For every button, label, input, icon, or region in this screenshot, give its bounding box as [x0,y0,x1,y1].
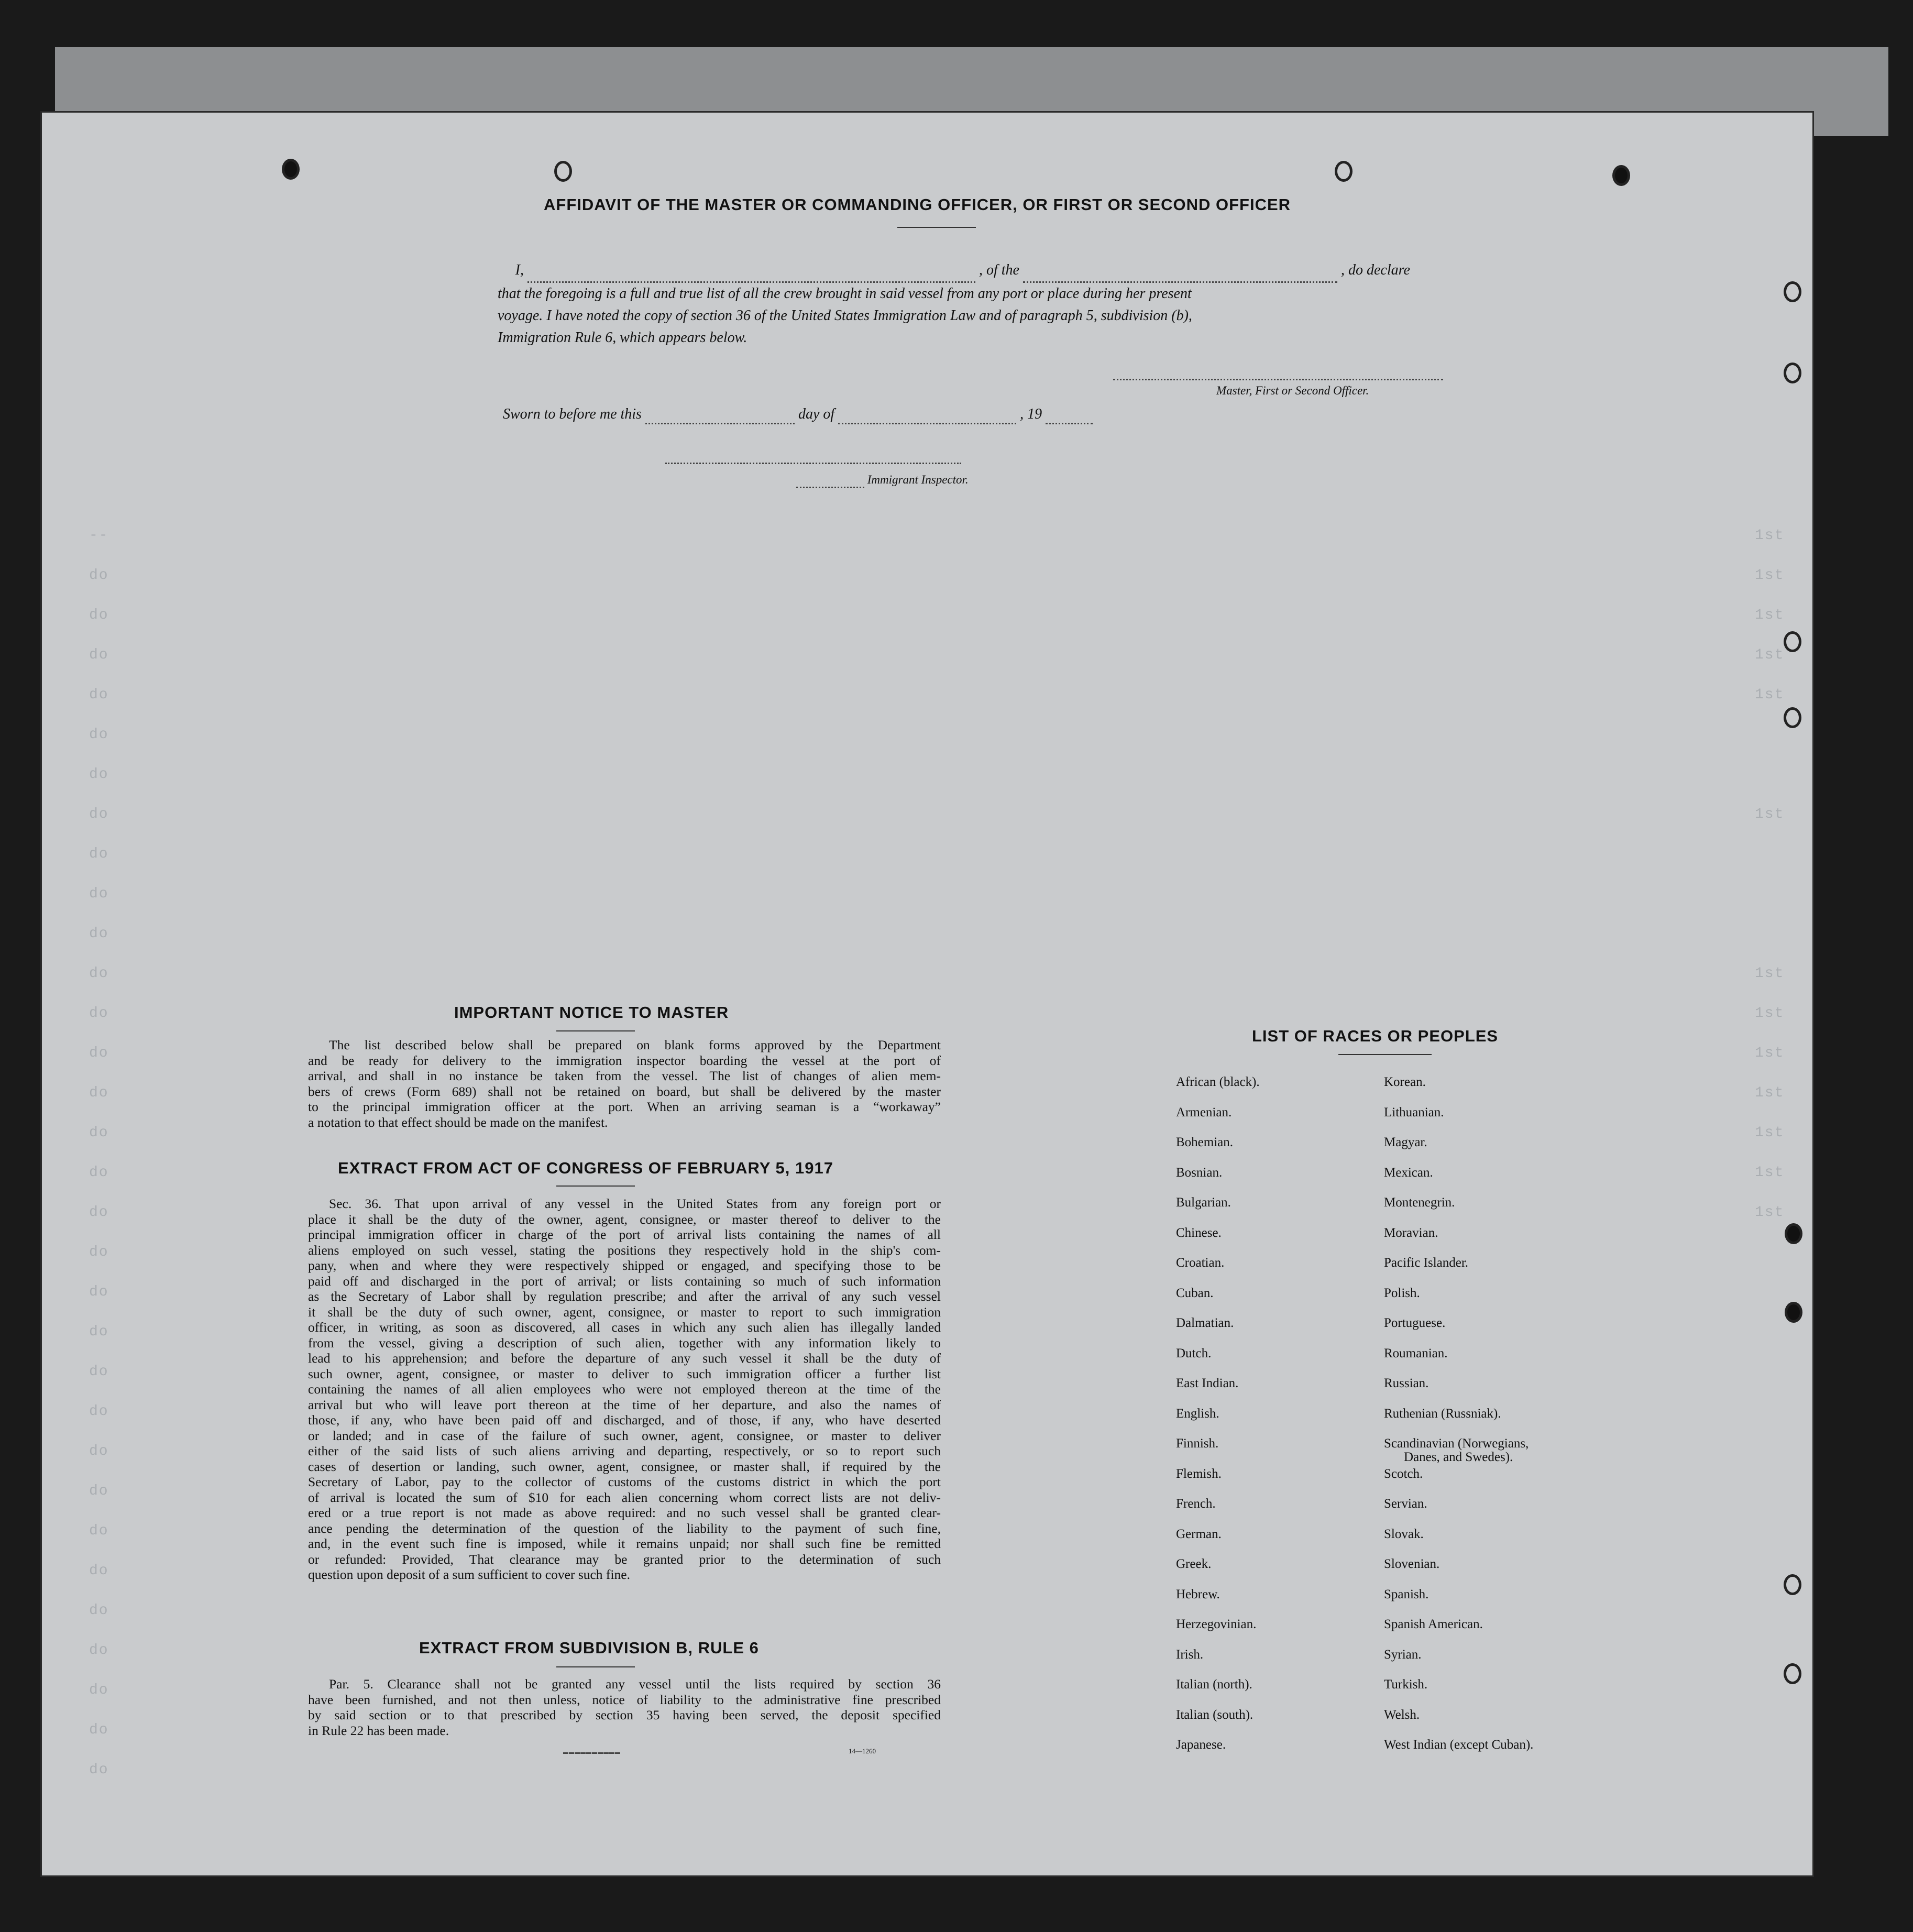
declaration-text-line: Immigration Rule 6, which appears below. [498,330,747,346]
race-item: Scotch. [1384,1466,1423,1481]
race-item: Korean. [1384,1075,1426,1089]
act-extract-line: from the vessel, giving a description of such alien, together with any information likely to [308,1335,941,1351]
race-item: Montenegrin. [1384,1195,1455,1210]
race-item: Spanish. [1384,1587,1429,1601]
race-item: Magyar. [1384,1135,1427,1149]
race-item: Mexican. [1384,1165,1433,1180]
race-item: African (black). [1176,1075,1260,1089]
race-item: French. [1176,1497,1216,1511]
race-item: Portuguese. [1384,1316,1446,1330]
rule-extract-title: EXTRACT FROM SUBDIVISION B, RULE 6 [419,1639,759,1657]
sworn-day-field[interactable] [645,406,795,424]
punch-hole [1612,165,1630,186]
race-item: Irish. [1176,1647,1204,1662]
act-extract-line: of arrival is located the sum of $10 for each alien concerning whom correct lists are not deliv- [308,1489,941,1505]
race-item: Bosnian. [1176,1165,1223,1180]
race-item: Bohemian. [1176,1135,1234,1149]
act-extract-line: or refunded: Provided, That clearance may be granted prior to the determination of such [308,1551,941,1567]
notice-line: arrival, and shall in no instance be taken from the vessel. The list of changes of alien mem- [308,1068,941,1083]
title-underline [556,1030,635,1031]
act-extract-line: ance pending the determination of the question of the liability to the payment of such fine, [308,1520,941,1536]
race-item: Lithuanian. [1384,1105,1444,1119]
act-extract-line: paid off and discharged in the port of arrival; or lists containing so much of such information [308,1273,941,1289]
notice-line: and be ready for delivery to the immigration inspector boarding the vessel at the port of [308,1052,941,1068]
race-item: Syrian. [1384,1647,1422,1662]
race-item: Dalmatian. [1176,1316,1234,1330]
act-extract-line: such owner, agent, consignee, or master to deliver to such immigration officer a further list [308,1366,941,1381]
race-item: Pacific Islander. [1384,1256,1469,1270]
inspector-signature-field[interactable] [665,463,961,464]
bleed-through-column: -- do do do do do do do do do do do do do do do do do do do do do do do do do do do do do do do [89,528,109,1778]
vessel-field[interactable] [1023,259,1337,283]
race-item: Spanish American. [1384,1617,1483,1631]
inspector-dots [796,473,864,488]
act-extract-line: aliens employed on such vessel, stating the positions they respectively hold in the ship's com- [308,1242,941,1258]
act-extract-line: cases of desertion or landing, such owner, agent, consignee, or master shall, if required by the [308,1458,941,1474]
affidavit-title: AFFIDAVIT OF THE MASTER OR COMMANDING OFFICER, OR FIRST OR SECOND OFFICER [544,195,1291,214]
act-extract-line: either of the said lists of such aliens arriving and departing, respectively, or so to report such [308,1443,941,1458]
form-number: 14—1260 [849,1747,876,1755]
act-extract-title: EXTRACT FROM ACT OF CONGRESS OF FEBRUARY 5, 1917 [338,1159,833,1177]
declaration-line: I, , of the , do declare [498,259,1482,283]
title-underline [556,1185,635,1187]
notice-line: a notation to that effect should be made on the manifest. [308,1114,608,1130]
race-item: Servian. [1384,1497,1427,1511]
race-item: Japanese. [1176,1738,1226,1752]
act-extract-line: Sec. 36. That upon arrival of any vessel in the United States from any foreign port or [329,1196,941,1211]
rule-extract-line: in Rule 22 has been made. [308,1722,449,1738]
punch-hole [1784,281,1801,302]
bleed-through-column: 1st 1st 1st 1st 1st 1st 1st 1st 1st 1st 1st 1st 1st [1755,528,1785,1221]
races-left-column [1176,1075,1260,1768]
inspector-line [796,473,969,488]
race-item-continuation: Danes, and Swedes). [1404,1450,1513,1464]
master-signature-field[interactable] [1113,379,1443,380]
notice-line: bers of crews (Form 689) shall not be retained on board, but shall be delivered by the master [308,1083,941,1099]
act-extract-line: arrival but who will leave port thereon at the time of her departure, and also the names of [308,1397,941,1412]
title-underline [556,1666,635,1667]
affidavit-body [498,259,1482,349]
sworn-month-field[interactable] [838,406,1016,424]
race-item: Moravian. [1384,1225,1438,1240]
act-extract-line: containing the names of all alien employees who were not employed thereon at the time of the [308,1381,941,1397]
race-item: English. [1176,1406,1219,1421]
name-field[interactable] [527,259,975,283]
race-item: Turkish. [1384,1677,1428,1692]
race-item: West Indian (except Cuban). [1384,1738,1534,1752]
notice-line: to the principal immigration officer at the port. When an arriving seaman is a “workaway” [308,1099,941,1114]
rule-extract-line: by said section or to that prescribed by section 35 having been served, the deposit specified [308,1707,941,1722]
printer-imprint: ▬▬▬▬▬▬▬▬▬▬ [563,1750,621,1755]
race-item: Dutch. [1176,1346,1212,1360]
race-item: Chinese. [1176,1225,1222,1240]
race-item: Italian (north). [1176,1677,1252,1692]
race-item: Finnish. [1176,1436,1219,1451]
race-item: Roumanian. [1384,1346,1448,1360]
sworn-year-field[interactable] [1046,406,1093,424]
punch-hole [1784,631,1801,652]
act-extract-line: and, in the event such fine is imposed, while it remains unpaid; nor shall such fine be remitted [308,1536,941,1551]
races-right-column [1384,1075,1533,1768]
punch-hole [1784,363,1801,383]
punch-hole [1784,707,1801,728]
race-item: German. [1176,1527,1222,1541]
punch-hole [282,159,300,180]
rule-extract-line: have been furnished, and not then unless, notice of liability to the administrative fine prescribed [308,1692,941,1707]
act-extract-line: officer, in writing, as soon as discovered, all cases in which any such alien has illegally landed [308,1320,941,1335]
master-caption: Master, First or Second Officer. [1216,384,1369,397]
race-item: Flemish. [1176,1466,1222,1481]
punch-hole [1784,1663,1801,1684]
act-extract-line: place it shall be the duty of the owner, agent, consignee, or master thereof to deliver to the [308,1211,941,1227]
act-extract-line: question upon deposit of a sum sufficient to cover such fine. [308,1567,630,1582]
manifest-back-page [42,113,1812,1875]
act-extract-line: lead to his apprehension; and before the departure of any such vessel it shall be the duty of [308,1351,941,1366]
race-item: Slovak. [1384,1527,1424,1541]
act-extract-line: ered or a true report is not made as above required: and no such vessel shall be granted clear- [308,1505,941,1520]
race-item: Russian. [1384,1376,1429,1390]
act-extract-line: it shall be the duty of such owner, agent, consignee, or master to report to such immigration [308,1304,941,1320]
race-item: Scandinavian (Norwegians, Danes, and Swedes). [1384,1436,1529,1464]
title-underline [897,227,976,228]
race-item: Welsh. [1384,1707,1420,1722]
punch-hole [1335,161,1353,182]
punch-hole [1784,1574,1801,1595]
act-extract-line: pany, when and where they were respectively shipped or engaged, and specifying those to be [308,1258,941,1273]
act-extract-line: as the Secretary of Labor shall by regulation prescribe; and after the arrival of any such vessel [308,1289,941,1304]
race-item: Polish. [1384,1286,1420,1300]
rule-extract-line: Par. 5. Clearance shall not be granted any vessel until the lists required by section 36 [329,1676,941,1692]
act-extract-line: those, if any, who have been paid off and discharged, and of those, if any, who have deserted [308,1412,941,1428]
punch-hole [1785,1302,1802,1323]
sworn-line: Sworn to before me this day of , 19 [503,406,1093,424]
notice-line: The list described below shall be prepared on blank forms approved by the Department [329,1037,941,1052]
rule-extract-text [308,1676,941,1738]
race-item: Armenian. [1176,1105,1232,1119]
punch-hole [1785,1223,1802,1244]
notice-title: IMPORTANT NOTICE TO MASTER [454,1003,729,1022]
race-item: Slovenian. [1384,1557,1440,1571]
race-item: Herzegovinian. [1176,1617,1257,1631]
race-item: Cuban. [1176,1286,1214,1300]
races-title: LIST OF RACES OR PEOPLES [1252,1027,1499,1045]
act-extract-line: Secretary of Labor, pay to the collector of customs of the customs district in which the port [308,1474,941,1489]
act-extract-line: principal immigration officer in charge of the port of arrival lists containing the names of all [308,1227,941,1242]
race-item: Croatian. [1176,1256,1225,1270]
inspector-caption: Immigrant Inspector. [867,473,969,486]
punch-hole [554,161,572,182]
act-extract-line: or landed; and in case of the failure of such owner, agent, consignee, or master to deliver [308,1428,941,1443]
race-item: Ruthenian (Russniak). [1384,1406,1501,1421]
race-item: Bulgarian. [1176,1195,1231,1210]
race-item: East Indian. [1176,1376,1239,1390]
race-item: Italian (south). [1176,1707,1254,1722]
notice-text [308,1037,941,1130]
act-extract-text [308,1196,941,1583]
race-item: Greek. [1176,1557,1212,1571]
declaration-text-line: voyage. I have noted the copy of section 36 of the United States Immigration Law and of paragraph 5, subdivision (b), [498,308,1192,324]
title-underline [1338,1054,1432,1055]
declaration-text-line: that the foregoing is a full and true list of all the crew brought in said vessel from any port or place during her present [498,286,1192,302]
race-item: Hebrew. [1176,1587,1220,1601]
